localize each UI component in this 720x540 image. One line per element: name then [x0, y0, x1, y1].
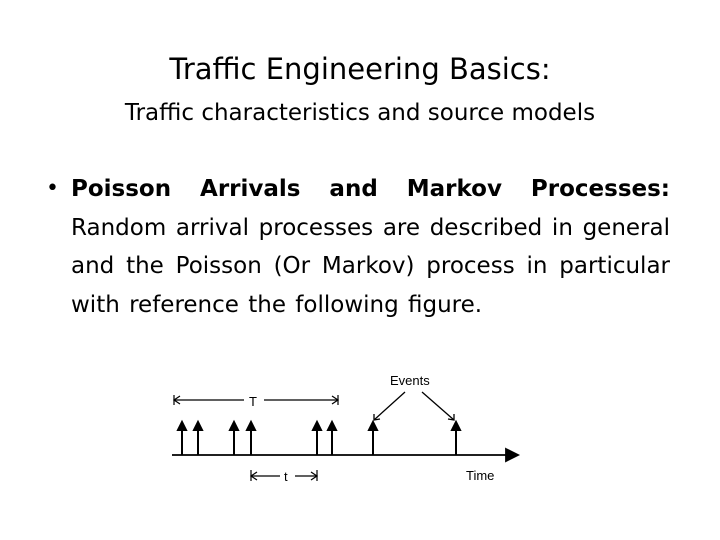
arrival-arrow	[369, 422, 377, 455]
arrival-arrow	[328, 422, 336, 455]
slide-subtitle: Traffic characteristics and source models	[124, 100, 596, 126]
arrival-arrows	[178, 422, 460, 455]
arrival-arrow	[313, 422, 321, 455]
slide-title: Traffic Engineering Basics:	[169, 52, 551, 86]
bullet-icon: •	[46, 176, 59, 201]
arrival-arrow	[178, 422, 186, 455]
bullet-item	[46, 170, 670, 324]
arrival-arrow	[247, 422, 255, 455]
events-pointer-left	[374, 392, 405, 420]
bullet-paragraph	[71, 170, 670, 324]
interval-label: t	[284, 469, 288, 484]
events-label: Events	[390, 373, 430, 388]
time-axis	[172, 449, 518, 461]
period-label: T	[249, 394, 257, 409]
arrival-arrow	[452, 422, 460, 455]
bullet-body: Random arrival processes are described in general and the Poisson (Or Markov) process in particular with reference the following figure.	[71, 214, 670, 318]
arrival-arrow	[194, 422, 202, 455]
arrival-arrow	[230, 422, 238, 455]
bullet-heading: Poisson Arrivals and Markov Processes:	[71, 176, 670, 202]
events-pointer-right	[422, 392, 454, 420]
axis-label: Time	[466, 468, 495, 483]
arrival-process-figure	[160, 365, 530, 490]
